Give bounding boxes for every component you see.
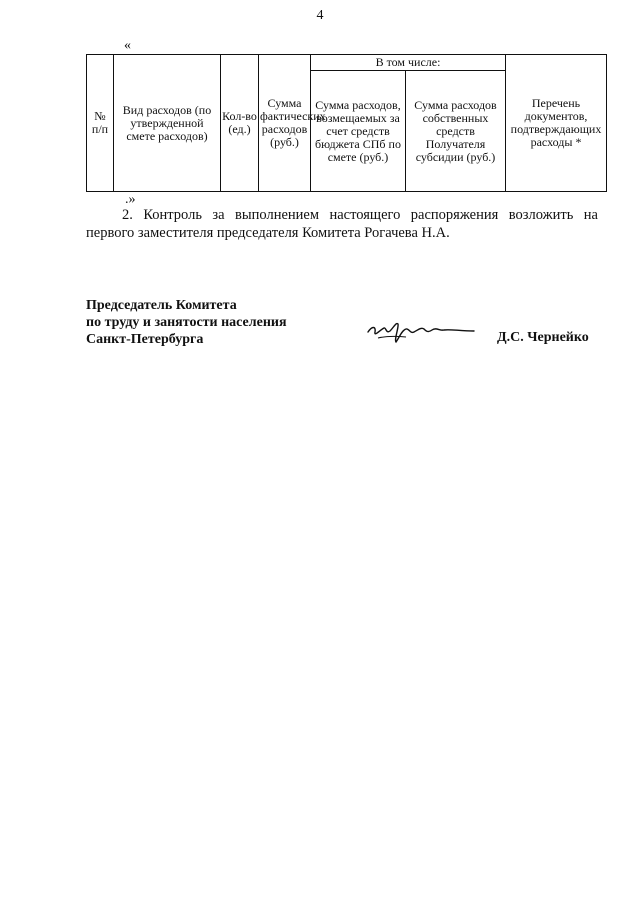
header-row-number: № п/п	[87, 55, 114, 192]
signer-name: Д.С. Чернейко	[497, 330, 589, 345]
signatory-title-line: Председатель Комитета	[86, 298, 237, 313]
signatory-title-line: Санкт-Петербурга	[86, 332, 204, 347]
header-expense-type: Вид расходов (по утвержденной смете расходов)	[114, 55, 221, 192]
page-number: 4	[316, 8, 324, 23]
header-documents-list: Перечень документов, подтверждающих расходы *	[506, 55, 607, 192]
signatory-title-block	[86, 297, 287, 348]
signatory-title-line: по труду и занятости населения	[86, 315, 287, 330]
expenses-table	[86, 54, 607, 192]
closing-quote-mark: .»	[125, 192, 136, 207]
header-own-funds: Сумма расходов собственных средств Получателя субсидии (руб.)	[406, 71, 506, 192]
control-paragraph: 2. Контроль за выполнением настоящего распоряжения возложить на первого заместителя председателя Комитета Рогачева Н.А.	[86, 207, 598, 241]
header-budget-reimbursed: Сумма расходов, возмещаемых за счет средств бюджета СПб по смете (руб.)	[311, 71, 406, 192]
header-actual-expenses: Сумма фактических расходов (руб.)	[259, 55, 311, 192]
header-including: В том числе:	[311, 55, 506, 71]
header-quantity: Кол-во (ед.)	[221, 55, 259, 192]
handwritten-signature	[366, 318, 476, 346]
opening-quote-mark: «	[124, 38, 131, 53]
